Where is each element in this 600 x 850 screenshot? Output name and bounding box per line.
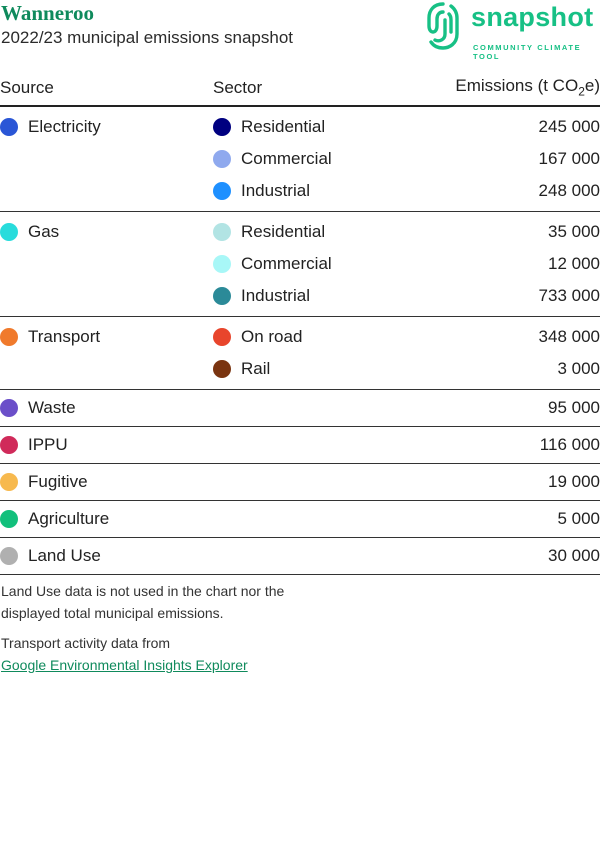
table-row [0, 427, 600, 464]
source-color-dot [0, 473, 18, 491]
table-row [0, 390, 600, 427]
source-label: Transport [28, 327, 101, 346]
page-subtitle: 2022/23 municipal emissions snapshot [1, 28, 294, 47]
emissions-table [0, 70, 600, 575]
header [0, 0, 600, 60]
table-row [0, 501, 600, 538]
table-row [0, 106, 600, 143]
source-label: Waste [28, 398, 76, 417]
source-color-dot [0, 436, 18, 454]
sector-color-dot [213, 182, 231, 200]
source-color-dot [0, 118, 18, 136]
logo-tagline: COMMUNITY CLIMATE TOOL [473, 43, 582, 61]
sector-color-dot [213, 118, 231, 136]
sector-label: On road [241, 327, 303, 346]
emissions-value: 95 000 [443, 390, 600, 427]
table-row [0, 175, 600, 212]
table-row [0, 464, 600, 501]
sector-label: Residential [241, 117, 326, 136]
sector-color-dot [213, 150, 231, 168]
source-label: IPPU [28, 435, 68, 454]
header-emissions: Emissions (t $CO_2e$) [443, 70, 600, 106]
sector-label: Industrial [241, 181, 310, 200]
sector-label: Commercial [241, 149, 332, 168]
emissions-value: 3 000 [443, 353, 600, 390]
sector-label: Rail [241, 359, 271, 378]
header-sector: Sector [213, 70, 443, 106]
header-source: Source [0, 70, 213, 106]
source-label: Fugitive [28, 472, 88, 491]
sector-label: Commercial [241, 254, 332, 273]
emissions-value: 12 000 [548, 254, 600, 273]
source-label: Land Use [28, 546, 101, 565]
logo-fingerprint-icon [425, 0, 461, 52]
source-label: Agriculture [28, 509, 110, 528]
sector-color-dot [213, 255, 231, 273]
table-row [0, 353, 600, 390]
emissions-value: 30 000 [443, 538, 600, 575]
emissions-value: 348 000 [538, 327, 600, 346]
land-use-note: Land Use data is not used in the chart nor the displayed total municipal emissions. [1, 583, 285, 621]
table-row [0, 143, 600, 175]
source-color-dot [0, 328, 18, 346]
emissions-value: 5 000 [443, 501, 600, 538]
table-header-row [0, 70, 600, 106]
table-row [0, 212, 600, 249]
emissions-value: 245 000 [538, 117, 600, 136]
sector-color-dot [213, 287, 231, 305]
source-color-dot [0, 510, 18, 528]
emissions-value: 248 000 [443, 175, 600, 212]
sector-label: Industrial [241, 286, 310, 305]
table-row [0, 538, 600, 575]
emissions-value: 19 000 [443, 464, 600, 501]
table-row [0, 317, 600, 354]
source-color-dot [0, 399, 18, 417]
source-label: Gas [28, 222, 60, 241]
snapshot-logo [425, 0, 600, 61]
sector-color-dot [213, 360, 231, 378]
emissions-value: 733 000 [443, 280, 600, 317]
table-row [0, 248, 600, 280]
emissions-value: 35 000 [548, 222, 600, 241]
source-label: Electricity [28, 117, 101, 136]
google-eie-link[interactable]: Google Environmental Insights Explorer [1, 657, 248, 673]
page-title: Wanneroo [1, 1, 94, 25]
emissions-value: 167 000 [538, 149, 600, 168]
transport-note: Transport activity data from Google Environmental Insights Explorer [1, 635, 248, 673]
source-color-dot [0, 223, 18, 241]
table-row [0, 280, 600, 317]
sector-label: Residential [241, 222, 326, 241]
sector-color-dot [213, 328, 231, 346]
source-color-dot [0, 547, 18, 565]
logo-wordmark: snapshot [471, 2, 594, 32]
emissions-value: 116 000 [443, 427, 600, 464]
sector-color-dot [213, 223, 231, 241]
